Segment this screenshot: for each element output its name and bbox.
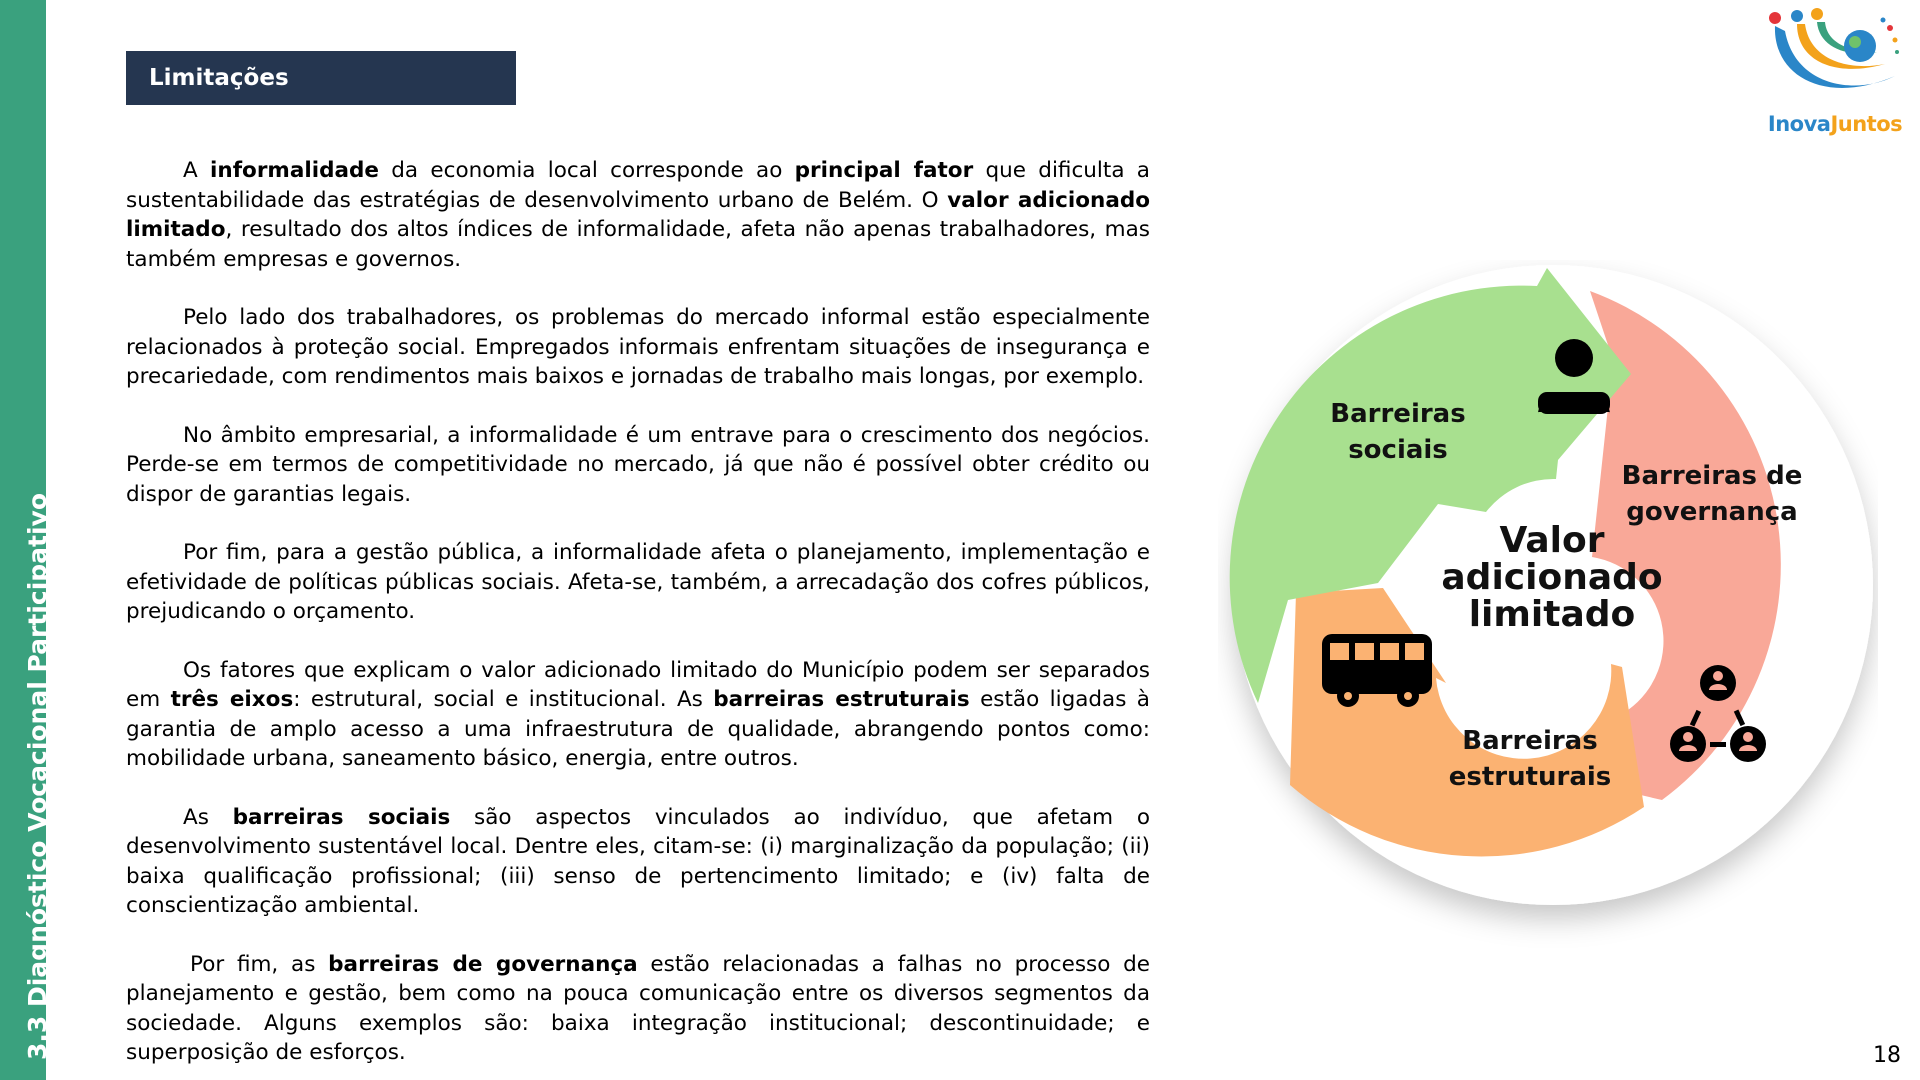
barriers-cycle-diagram (1218, 260, 1878, 960)
text-run: A (183, 158, 211, 183)
inovajuntos-logo (1755, 6, 1915, 136)
emphasis-text: principal fator (794, 158, 974, 183)
paragraph (126, 156, 1150, 274)
segment-label-governanca: Barreiras de governança (1621, 461, 1803, 527)
text-run: Pelo lado dos trabalhadores, os problemas do mercado informal estão especialmente relacionados à proteção social. Empregados informais enfrentam situações de insegurança e precariedade, com rendimentos mais baixos e jornadas de trabalho mais longas, por exemplo. (126, 305, 1150, 389)
text-run: da economia local corresponde ao (378, 158, 795, 183)
paragraph (126, 656, 1150, 774)
text-run: , resultado dos altos índices de informalidade, afeta não apenas trabalhadores, mas também empresas e governos. (126, 217, 1150, 272)
text-run: estão relacionadas a falhas no processo de planejamento e gestão, bem como na pouca comunicação entre os diversos segmentos da sociedade. Alguns exemplos são: baixa integração institucional; descontinuidade; e superposição de esforços. (126, 951, 1151, 1065)
paragraph (126, 538, 1150, 627)
logo-wordmark: InovaJuntos (1767, 112, 1903, 136)
text-run: Por fim, para a gestão pública, a informalidade afeta o planejamento, implementação e efetividade de políticas públicas sociais. Afeta-se, também, a arrecadação dos cofres públicos, prejudicando o orçamento. (126, 540, 1150, 624)
emphasis-text: barreiras estruturais (713, 687, 970, 712)
emphasis-text: valor adicionado limitado (126, 187, 1150, 242)
text-run: As (183, 804, 233, 830)
emphasis-text: barreiras sociais (232, 804, 451, 830)
text-run: são aspectos vinculados ao indivíduo, que afetam o desenvolvimento sustentável local. Dentre eles, citam-se: (i) marginalização da população; (ii) baixa qualificação profissional; (iii) senso de pertencimento limitado; e (iv) falta de conscientização ambiental. (126, 804, 1150, 918)
emphasis-text: informalidade (210, 158, 379, 183)
center-label: Valor adicionado limitado (1441, 520, 1663, 635)
emphasis-text: barreiras de governança (328, 951, 638, 977)
text-run: que dificulta a sustentabilidade das estratégias de desenvolvimento urbano de Belém. O (126, 158, 1150, 213)
text-run: Por fim, as (190, 951, 329, 977)
segment-label-sociais: Barreiras sociais (1330, 399, 1466, 465)
text-run: No âmbito empresarial, a informalidade é um entrave para o crescimento dos negócios. Perde-se em termos de competitividade no mercado, já que não é possível obter crédito ou dispor de garantias legais. (126, 422, 1150, 507)
paragraph (126, 803, 1150, 921)
sidebar-section-label: 3.3 Diagnóstico Vocacional Participativo (23, 492, 52, 1060)
paragraph (126, 950, 1150, 1068)
page-number: 18 (1873, 1043, 1901, 1068)
section-title: Limitações (126, 51, 516, 105)
paragraph (126, 303, 1150, 392)
sidebar-band (0, 0, 52, 1080)
body-text (126, 156, 1150, 1068)
segment-label-estruturais: Barreiras estruturais (1448, 726, 1612, 792)
emphasis-text: três eixos (170, 687, 294, 712)
text-run: Os fatores que explicam o valor adicionado limitado do Município podem ser separados em (126, 657, 1150, 712)
paragraph (126, 421, 1150, 510)
logo-emblem-icon (1755, 6, 1915, 116)
text-run: estão ligadas à garantia de amplo acesso a uma infraestrutura de qualidade, abrangendo pontos como: mobilidade urbana, saneamento básico, energia, entre outros. (126, 687, 1150, 771)
text-run: : estrutural, social e institucional. As (293, 687, 714, 712)
